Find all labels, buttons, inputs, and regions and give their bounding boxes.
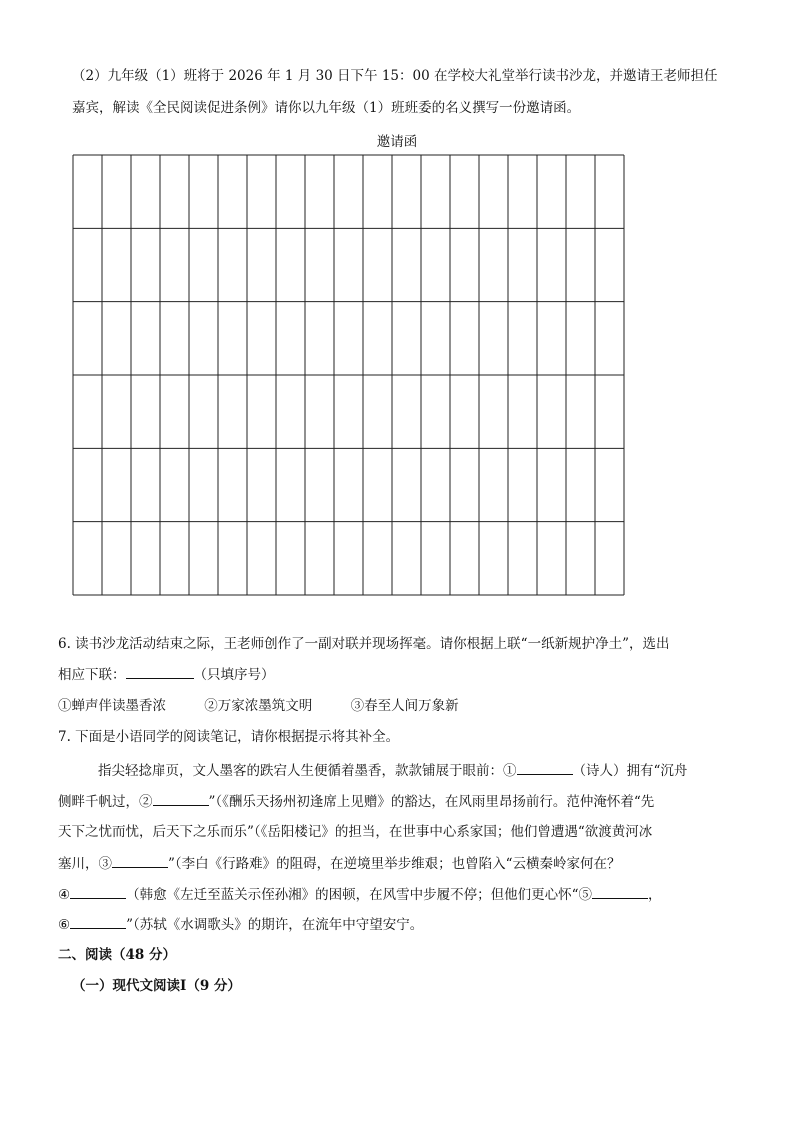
q6-line-2 <box>58 664 275 685</box>
q7-text: ⑥ <box>58 917 71 933</box>
q7-paragraph-line-2 <box>58 791 654 812</box>
q7-text: ④ <box>58 887 71 903</box>
q7-blank-1[interactable] <box>517 760 573 775</box>
q7-text: ”（苏轼《水调歌头》的期许，在流年中守望安宁。 <box>126 917 424 933</box>
q7-text: 塞川，③ <box>58 856 112 872</box>
q6-option-1: ①蝉声伴读墨香浓 <box>58 698 166 714</box>
q7-text: ”（李白《行路难》的阻碍，在逆境里举步维艰；也曾陷入“云横秦岭家何在？ <box>168 856 621 872</box>
q6-options <box>58 696 459 716</box>
q5-2-line-1: （2）九年级（1）班将于 2026 年 1 月 30 日下午 15：00 在学校大礼堂举行读书沙龙，并邀请王老师担任 <box>72 68 718 84</box>
invitation-grid-title: 邀请函 <box>376 134 418 150</box>
q6-answer-blank[interactable] <box>126 664 194 679</box>
q7-text: （韩愈《左迁至蓝关示侄孙湘》的困顿，在风雪中步履不停；但他们更心怀“⑤ <box>126 887 593 903</box>
q7-blank-2[interactable] <box>153 791 209 806</box>
q6-option-2: ②万家浓墨筑文明 <box>204 698 313 714</box>
q7-blank-6[interactable] <box>70 914 126 929</box>
q7-text: （诗人）拥有“沉舟 <box>572 763 688 779</box>
q7-intro: 7. 下面是小语同学的阅读笔记，请你根据提示将其补全。 <box>58 729 400 745</box>
section-2-subtitle: （一）现代文阅读Ⅰ（9 分） <box>72 978 241 994</box>
q7-blank-5[interactable] <box>592 884 648 899</box>
q6-suffix: （只填序号） <box>193 667 275 683</box>
q7-blank-4[interactable] <box>70 884 126 899</box>
q5-2-line-2: 嘉宾，解读《全民阅读促进条例》请你以九年级（1）班班委的名义撰写一份邀请函。 <box>72 100 581 116</box>
section-2-title: 二、阅读（48 分） <box>58 947 176 963</box>
q6-line-1: 6. 读书沙龙活动结束之际，王老师创作了一副对联并现场挥毫。请你根据上联“一纸新规护净土”，选出 <box>58 636 670 652</box>
writing-grid[interactable] <box>72 154 626 596</box>
q7-text: ， <box>648 887 662 903</box>
q7-paragraph-line-4 <box>58 853 621 874</box>
q7-text: 侧畔千帆过，② <box>58 794 153 810</box>
q7-paragraph-line-1 <box>98 760 687 781</box>
q7-paragraph-line-3: 天下之忧而忧，后天下之乐而乐”（《岳阳楼记》的担当，在世事中心系家国；他们曾遭遇“欲渡黄河冰 <box>58 824 653 840</box>
q7-blank-3[interactable] <box>112 853 168 868</box>
q7-paragraph-line-6 <box>58 914 423 935</box>
q7-text: 指尖轻捻扉页，文人墨客的跌宕人生便循着墨香，款款铺展于眼前：① <box>98 763 517 779</box>
q7-text: ”（《酬乐天扬州初逢席上见赠》的豁达，在风雨里昂扬前行。范仲淹怀着“先 <box>208 794 655 810</box>
q7-paragraph-line-5 <box>58 884 662 905</box>
q6-option-3: ③春至人间万象新 <box>350 698 459 714</box>
q6-prefix: 相应下联： <box>58 667 126 683</box>
